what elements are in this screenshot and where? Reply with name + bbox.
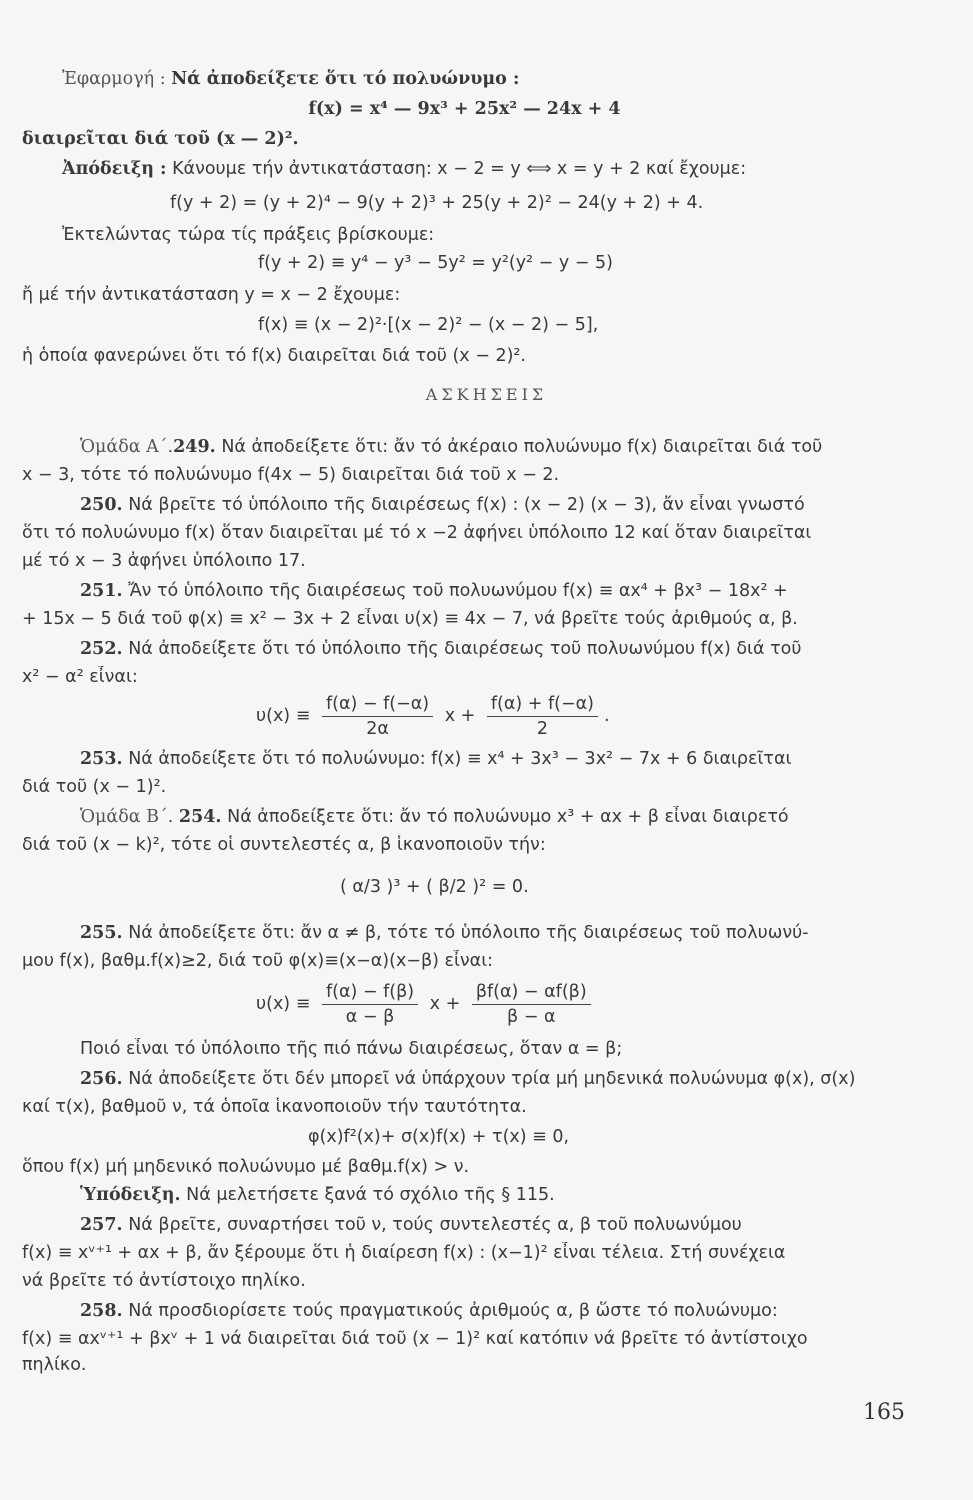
fraction-denominator: 2α <box>366 718 389 739</box>
exercise-256-line-2: καί τ(x), βαθμοῦ ν, τά ὁποῖα ἱκανοποιοῦν τήν ταυτότητα. <box>22 1097 527 1117</box>
page-number: 165 <box>863 1400 905 1425</box>
exercise-253-line-1 <box>80 748 965 770</box>
group-a-label: Ὁμάδα Α΄. <box>80 437 174 457</box>
exercise-257-line-2: f(x) ≡ xᵛ⁺¹ + αx + β, ἄν ξέρουμε ὅτι ἡ διαίρεση f(x) : (x−1)² εἶναι τέλεια. Στή συνέχεια <box>22 1243 786 1263</box>
hint-line <box>80 1184 965 1206</box>
fraction-numerator: f(α) − f(β) <box>322 981 418 1005</box>
exercise-249-number: 249. <box>173 437 216 457</box>
exercise-252-text: Νά ἀποδείξετε ὅτι τό ὑπόλοιπο τῆς διαιρέσεως τοῦ πολυωνύμου f(x) διά τοῦ <box>128 639 802 659</box>
exercise-250-line-1 <box>80 494 965 516</box>
application-text: Νά ἀποδείξετε ὅτι τό πολυώνυμο : <box>171 69 520 89</box>
exercise-250-text: Νά βρεῖτε τό ὑπόλοιπο τῆς διαιρέσεως f(x) : (x − 2) (x − 3), ἄν εἶναι γνωστό <box>128 495 805 515</box>
exercise-255-formula <box>256 976 973 1032</box>
proof-line-1 <box>62 158 947 180</box>
proof-line-4: f(y + 2) ≡ y⁴ − y³ − 5y² = y²(y² − y − 5) <box>258 253 613 273</box>
fraction-numerator: f(α) + f(−α) <box>487 693 598 717</box>
exercise-251-line-1 <box>80 580 965 602</box>
formula-end: . <box>604 706 610 726</box>
proof-label: Ἀπόδειξη : <box>62 159 167 179</box>
exercise-258-text: Νά προσδιορίσετε τούς πραγματικούς ἀριθμούς α, β ὥστε τό πολυώνυμο: <box>128 1301 778 1321</box>
exercise-250-number: 250. <box>80 495 123 515</box>
proof-line-7: ἡ ὁποία φανερώνει ὅτι τό f(x) διαιρεῖται διά τοῦ (x − 2)². <box>22 346 526 366</box>
exercise-253-number: 253. <box>80 749 123 769</box>
exercise-251-line-2: + 15x − 5 διά τοῦ φ(x) ≡ x² − 3x + 2 εἶναι υ(x) ≡ 4x − 7, νά βρεῖτε τούς ἀριθμούς α, β. <box>22 609 798 629</box>
application-polynomial: f(x) = x⁴ — 9x³ + 25x² — 24x + 4 <box>308 99 621 119</box>
fraction <box>472 981 591 1028</box>
exercise-257-line-3: νά βρεῖτε τό ἀντίστοιχο πηλίκο. <box>22 1271 306 1291</box>
proof-line-6: f(x) ≡ (x − 2)²·[(x − 2)² − (x − 2) − 5], <box>258 315 599 335</box>
exercise-255-text: Νά ἀποδείξετε ὅτι: ἄν α ≠ β, τότε τό ὑπόλοιπο τῆς διαιρέσεως τοῦ πολυωνύ- <box>128 923 809 943</box>
exercise-256-text: Νά ἀποδείξετε ὅτι δέν μπορεῖ νά ὑπάρχουν τρία μή μηδενικά πολυώνυμα φ(x), σ(x) <box>128 1069 856 1089</box>
exercise-251-number: 251. <box>80 581 123 601</box>
application-divisibility: διαιρεῖται διά τοῦ (x — 2)². <box>22 129 299 149</box>
exercise-252-number: 252. <box>80 639 123 659</box>
proof-line-3: Ἐκτελώντας τώρα τίς πράξεις βρίσκουμε: <box>62 225 435 245</box>
exercise-255-line-1 <box>80 922 965 944</box>
exercise-249-text: Νά ἀποδείξετε ὅτι: ἄν τό ἀκέραιο πολυώνυμο f(x) διαιρεῖται διά τοῦ <box>221 437 823 457</box>
exercise-253-text: Νά ἀποδείξετε ὅτι τό πολυώνυμο: f(x) ≡ x⁴ + 3x³ − 3x² − 7x + 6 διαιρεῖται <box>128 749 792 769</box>
exercise-255-line-3: Ποιό εἶναι τό ὑπόλοιπο τῆς πιό πάνω διαιρέσεως, ὅταν α = β; <box>80 1039 623 1059</box>
exercise-253-line-2: διά τοῦ (x − 1)². <box>22 777 167 797</box>
exercise-257-text: Νά βρεῖτε, συναρτήσει τοῦ ν, τούς συντελεστές α, β τοῦ πολυωνύμου <box>128 1215 742 1235</box>
exercise-256-number: 256. <box>80 1069 123 1089</box>
exercise-254-line-1 <box>80 806 965 828</box>
group-b-label: Ὁμάδα Β΄. <box>80 807 174 827</box>
exercise-249-line-2: x − 3, τότε τό πολυώνυμο f(4x − 5) διαιρεῖται διά τοῦ x − 2. <box>22 465 560 485</box>
formula-middle: x + <box>444 706 476 726</box>
exercise-252-line-2: x² − α² εἶναι: <box>22 667 138 687</box>
fraction <box>322 981 418 1028</box>
exercise-256-line-3: ὅπου f(x) μή μηδενικό πολυώνυμο μέ βαθμ.f(x) > ν. <box>22 1157 470 1177</box>
hint-text: Νά μελετήσετε ξανά τό σχόλιο τῆς § 115. <box>186 1185 555 1205</box>
proof-line-2: f(y + 2) = (y + 2)⁴ − 9(y + 2)³ + 25(y + 2)² − 24(y + 2) + 4. <box>170 193 704 213</box>
exercise-255-line-2: μου f(x), βαθμ.f(x)≥2, διά τοῦ φ(x)≡(x−α)(x−β) εἶναι: <box>22 951 494 971</box>
fraction-denominator: α − β <box>345 1006 395 1027</box>
fraction <box>487 693 598 740</box>
proof-text-1: Κάνουμε τήν ἀντικατάσταση: x − 2 = y ⟺ x = y + 2 καί ἔχουμε: <box>172 159 747 179</box>
formula-lhs: υ(x) ≡ <box>256 706 311 726</box>
exercise-258-line-3: πηλίκο. <box>22 1355 87 1375</box>
exercise-252-line-1 <box>80 638 965 660</box>
hint-label: Ὑπόδειξη. <box>80 1185 181 1205</box>
exercise-254-number: 254. <box>178 807 222 827</box>
exercise-255-number: 255. <box>80 923 123 943</box>
exercise-257-line-1 <box>80 1214 965 1236</box>
fraction-denominator: β − α <box>506 1006 556 1027</box>
exercise-250-line-3: μέ τό x − 3 ἀφήνει ὑπόλοιπο 17. <box>22 551 306 571</box>
application-label: Ἐφαρμογή : <box>62 69 166 89</box>
proof-line-5: ἤ μέ τήν ἀντικατάσταση y = x − 2 ἔχουμε: <box>22 285 401 305</box>
exercises-heading: ΑΣΚΗΣΕΙΣ <box>425 385 548 404</box>
exercise-254-formula: ( α/3 )³ + ( β/2 )² = 0. <box>340 877 529 897</box>
fraction-numerator: βf(α) − αf(β) <box>472 981 591 1005</box>
formula-middle: x + <box>429 994 461 1014</box>
exercise-254-line-2: διά τοῦ (x − k)², τότε οἱ συντελεστές α, β ἱκανοποιοῦν τήν: <box>22 835 546 855</box>
exercise-254-text: Νά ἀποδείξετε ὅτι: ἄν τό πολυώνυμο x³ + αx + β εἶναι διαιρετό <box>227 807 789 827</box>
exercise-252-formula <box>256 688 973 744</box>
exercise-257-number: 257. <box>80 1215 123 1235</box>
formula-lhs: υ(x) ≡ <box>256 994 311 1014</box>
fraction-numerator: f(α) − f(−α) <box>322 693 433 717</box>
fraction-denominator: 2 <box>536 718 548 739</box>
exercise-258-number: 258. <box>80 1301 123 1321</box>
exercise-256-formula: φ(x)f²(x)+ σ(x)f(x) + τ(x) ≡ 0, <box>308 1127 570 1147</box>
exercise-258-line-2: f(x) ≡ αxᵛ⁺¹ + βxᵛ + 1 νά διαιρεῖται διά τοῦ (x − 1)² καί κατόπιν νά βρεῖτε τό ἀντίστοιχο <box>22 1329 808 1349</box>
exercise-251-text: Ἄν τό ὑπόλοιπο τῆς διαιρέσεως τοῦ πολυωνύμου f(x) ≡ αx⁴ + βx³ − 18x² + <box>128 581 788 601</box>
exercise-256-line-1 <box>80 1068 965 1090</box>
exercise-249-line-1 <box>80 436 965 458</box>
exercise-258-line-1 <box>80 1300 965 1322</box>
fraction <box>322 693 433 740</box>
exercise-250-line-2: ὅτι τό πολυώνυμο f(x) ὅταν διαιρεῖται μέ τό x −2 ἀφήνει ὑπόλοιπο 12 καί ὅταν διαιρεῖται <box>22 523 812 543</box>
application-statement <box>62 68 947 90</box>
